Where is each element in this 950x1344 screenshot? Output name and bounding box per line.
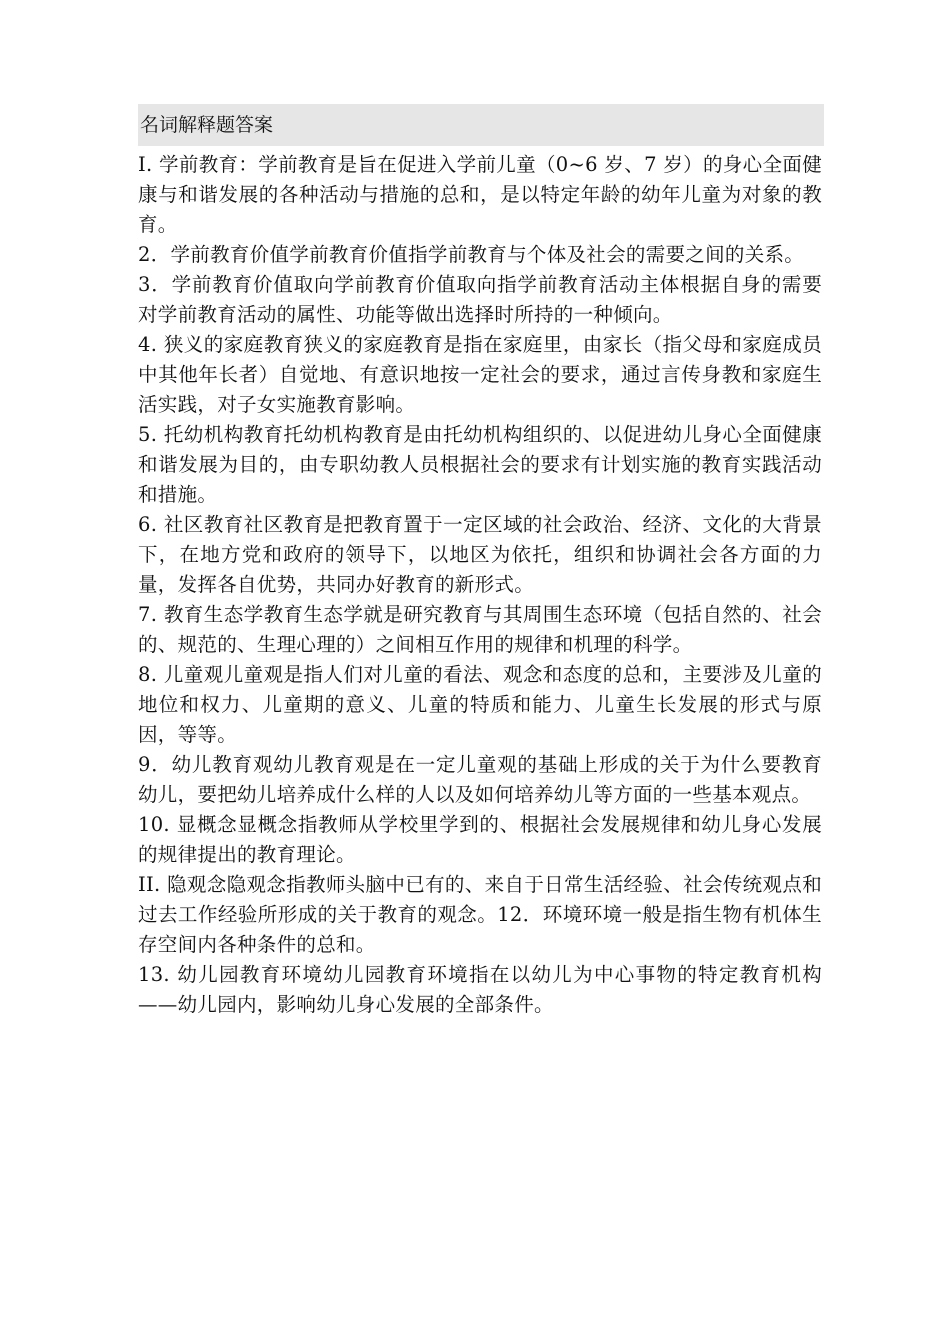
entry-9: 9．幼儿教育观幼儿教育观是在一定儿童观的基础上形成的关于为什么要教育幼儿，要把幼儿培养成什么样的人以及如何培养幼儿等方面的一些基本观点。 <box>138 753 822 806</box>
entry-11: II. 隐观念隐观念指教师头脑中已有的、来自于日常生活经验、社会传统观点和过去工作经验所形成的关于教育的观念。12．环境环境一般是指生物有机体生存空间内各种条件的总和。 <box>138 873 822 956</box>
entry-5: 5. 托幼机构教育托幼机构教育是由托幼机构组织的、以促进幼儿身心全面健康和谐发展为目的，由专职幼教人员根据社会的要求有计划实施的教育实践活动和措施。 <box>138 423 822 506</box>
entry-list <box>138 150 828 1020</box>
document-title: 名词解释题答案 <box>138 104 824 146</box>
entry-6: 6. 社区教育社区教育是把教育置于一定区域的社会政治、经济、文化的大背景下，在地方党和政府的领导下，以地区为依托，组织和协调社会各方面的力量，发挥各自优势，共同办好教育的新形式。 <box>138 513 822 596</box>
entry-4: 4. 狭义的家庭教育狭义的家庭教育是指在家庭里，由家长（指父母和家庭成员中其他年长者）自觉地、有意识地按一定社会的要求，通过言传身教和家庭生活实践，对子女实施教育影响。 <box>138 333 822 416</box>
entry-1: I. 学前教育：学前教育是旨在促进入学前儿童（0~6 岁、7 岁）的身心全面健康与和谐发展的各种活动与措施的总和，是以特定年龄的幼年儿童为对象的教育。 <box>138 153 822 236</box>
entry-3: 3．学前教育价值取向学前教育价值取向指学前教育活动主体根据自身的需要对学前教育活动的属性、功能等做出选择时所持的一种倾向。 <box>138 273 822 326</box>
entry-13: 13. 幼儿园教育环境幼儿园教育环境指在以幼儿为中心事物的特定教育机构——幼儿园内，影响幼儿身心发展的全部条件。 <box>138 963 822 1016</box>
document-page <box>138 104 828 1020</box>
entry-8: 8. 儿童观儿童观是指人们对儿童的看法、观念和态度的总和，主要涉及儿童的地位和权力、儿童期的意义、儿童的特质和能力、儿童生长发展的形式与原因，等等。 <box>138 663 822 746</box>
entry-10: 10. 显概念显概念指教师从学校里学到的、根据社会发展规律和幼儿身心发展的规律提出的教育理论。 <box>138 813 822 866</box>
entry-7: 7. 教育生态学教育生态学就是研究教育与其周围生态环境（包括自然的、社会的、规范的、生理心理的）之间相互作用的规律和机理的科学。 <box>138 603 822 656</box>
entry-2: 2．学前教育价值学前教育价值指学前教育与个体及社会的需要之间的关系。 <box>138 243 805 266</box>
